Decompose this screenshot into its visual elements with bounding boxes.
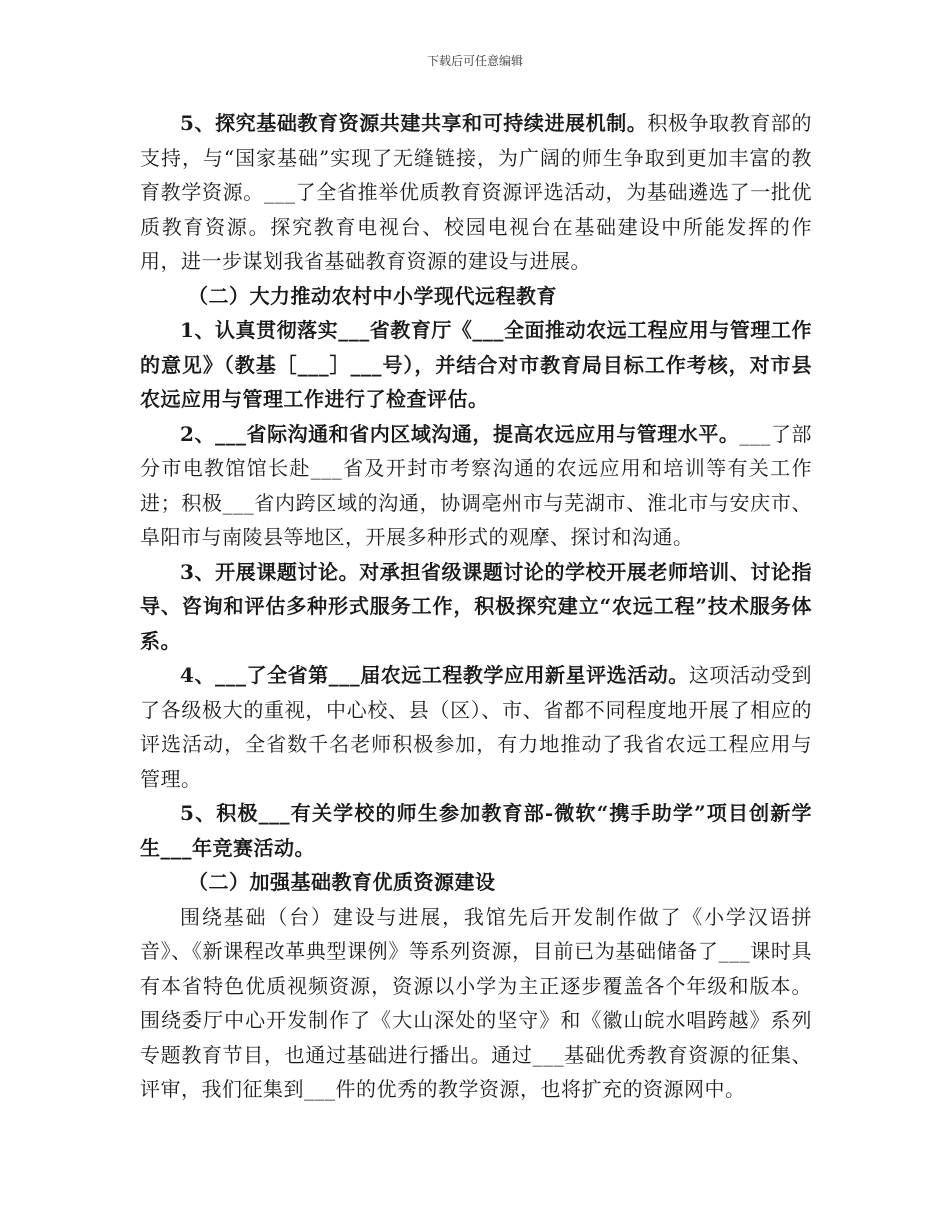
page-header: 下载后可任意编辑 bbox=[426, 54, 523, 68]
document-body bbox=[140, 106, 812, 1107]
paragraph-text: ___了部分市电教馆馆长赴___省及开封市考察沟通的农远应用和培训等有关工作进；积极___省内跨区域的沟通，协调亳州市与芜湖市、淮北市与安庆市、阜阳市与南陵县等地区，开展多种形式的观摩、探讨和沟通。 bbox=[140, 421, 812, 549]
paragraph-new-star-selection bbox=[140, 658, 812, 796]
paragraph-implementation bbox=[140, 313, 812, 417]
paragraph-lead: 2、___省际沟通和省内区域沟通，提高农远应用与管理水平。 bbox=[180, 421, 740, 446]
paragraph-resource-sharing bbox=[140, 106, 812, 279]
paragraph-text: 积极争取教育部的支持，与“国家基础”实现了无缝链接，为广阔的师生争取到更加丰富的教育教学资源。___了全省推举优质教育资源评选活动，为基础遴选了一批优质教育资源。探究教育电视台、校园电视台在基础建设中所能发挥的作用，进一步谋划我省基础教育资源的建设与进展。 bbox=[140, 111, 813, 273]
paragraph-text: 这项活动受到了各级极大的重视，中心校、县（区）、市、省都不同程度地开展了相应的评选活动，全省数千名老师积极参加，有力地推动了我省农远工程应用与管理。 bbox=[140, 663, 812, 791]
paragraph-lead: 3、开展课题讨论。对承担省级课题讨论的学校开展老师培训、讨论指导、咨询和评估多种形式服务工作，积极探究建立“农远工程”技术服务体系。 bbox=[140, 559, 812, 653]
paragraph-competition bbox=[140, 796, 812, 865]
paragraph-lead: 5、积极___有关学校的师生参加教育部-微软“携手助学”项目创新学生___年竞赛活动。 bbox=[140, 801, 812, 860]
paragraph-text: 围绕基础（台）建设与进展，我馆先后开发制作做了《小学汉语拼音》、《新课程改革典型课例》等系列资源，目前已为基础储备了___课时具有本省特色优质视频资源，资源以小学为主正逐步覆盖各个年级和版本。围绕委厅中心开发制作了《大山深处的坚守》和《徽山皖水唱跨越》系列专题教育节目，也通过基础进行播出。通过___基础优秀教育资源的征集、评审，我们征集到___件的优秀的教学资源，也将扩充的资源网中。 bbox=[140, 904, 812, 1101]
paragraph-lead: 4、___了全省第___届农远工程教学应用新星评选活动。 bbox=[180, 663, 689, 687]
paragraph-lead: 5、探究基础教育资源共建共享和可持续进展机制。 bbox=[180, 111, 648, 135]
paragraph-research bbox=[140, 555, 812, 659]
paragraph-lead: 1、认真贯彻落实___省教育厅《___全面推动农远工程应用与管理工作的意见》（教基［___］___号），并结合对市教育局目标工作考核，对市县农远应用与管理工作进行了检查评估。 bbox=[140, 318, 812, 411]
paragraph-communication bbox=[140, 417, 812, 555]
section-heading-quality-resources: （二）加强基础教育优质资源建设 bbox=[188, 870, 496, 894]
paragraph-resource-construction bbox=[140, 900, 812, 1107]
section-heading-rural-remote-education: （二）大力推动农村中小学现代远程教育 bbox=[188, 283, 557, 308]
